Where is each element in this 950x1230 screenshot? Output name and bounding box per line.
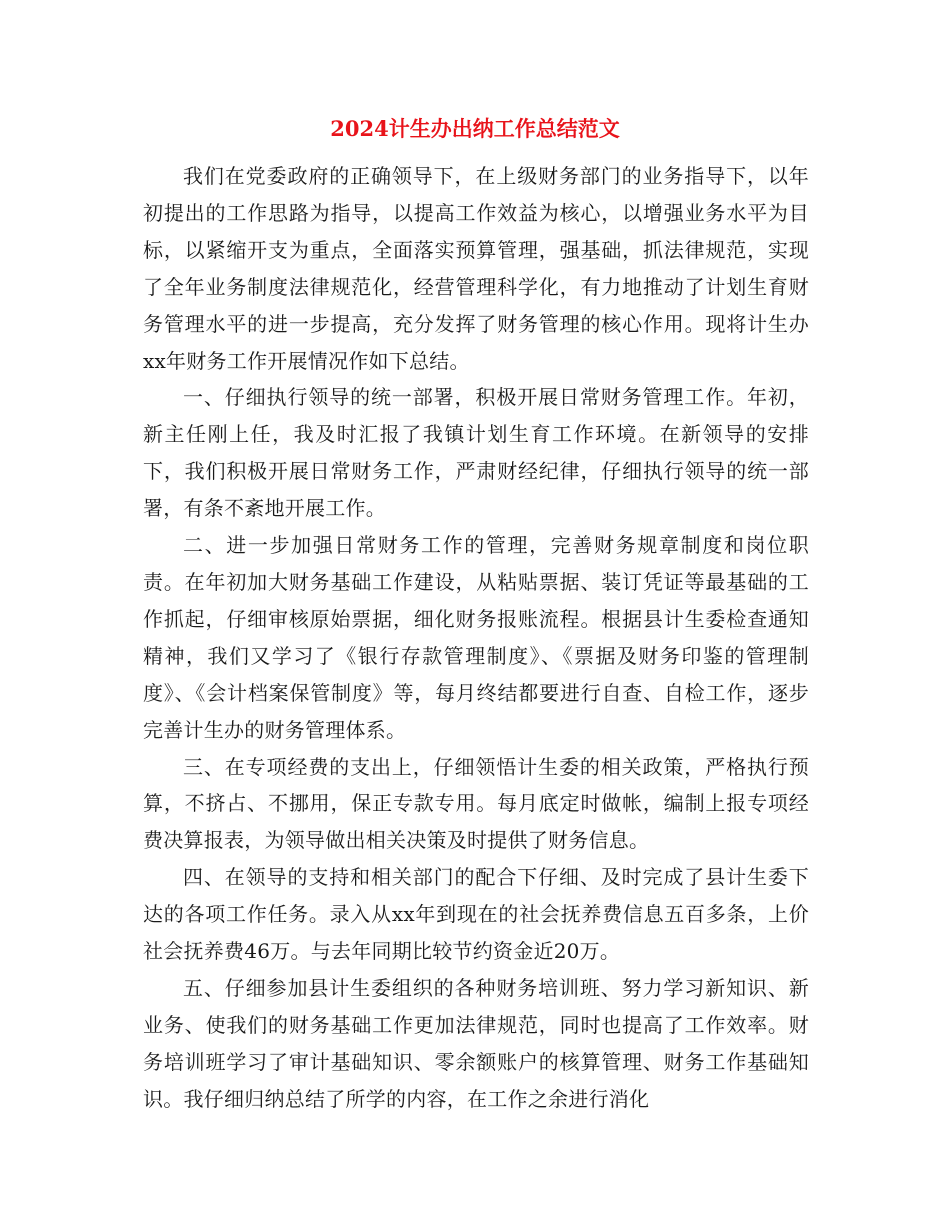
document-body — [143, 158, 809, 1118]
paragraph-section-3: 三、在专项经费的支出上，仔细领悟计生委的相关政策，严格执行预算，不挤占、不挪用，保正专款专用。每月底定时做帐，编制上报专项经费决算报表，为领导做出相关决策及时提供了财务信息。 — [143, 754, 809, 853]
paragraph-section-5: 五、仔细参加县计生委组织的各种财务培训班、努力学习新知识、新业务、使我们的财务基础工作更加法律规范，同时也提高了工作效率。财务培训班学习了审计基础知识、零余额账户的核算管理、财务工作基础知识。我仔细归纳总结了所学的内容，在工作之余进行消化 — [143, 975, 809, 1111]
document-title: 2024计生办出纳工作总结范文 — [330, 116, 620, 141]
paragraph-section-2: 二、进一步加强日常财务工作的管理，完善财务规章制度和岗位职责。在年初加大财务基础工作建设，从粘贴票据、装订凭证等最基础的工作抓起，仔细审核原始票据，细化财务报账流程。根据县计生委检查通知精神，我们又学习了《银行存款管理制度》、《票据及财务印鉴的管理制度》、《会计档案保管制度》等，每月终结都要进行自查、自检工作，逐步完善计生办的财务管理体系。 — [143, 533, 809, 742]
paragraph-intro: 我们在党委政府的正确领导下，在上级财务部门的业务指导下，以年初提出的工作思路为指导，以提高工作效益为核心，以增强业务水平为目标，以紧缩开支为重点，全面落实预算管理，强基础，抓法律规范，实现了全年业务制度法律规范化，经营管理科学化，有力地推动了计划生育财务管理水平的进一步提高，充分发挥了财务管理的核心作用。现将计生办xx年财务工作开展情况作如下总结。 — [143, 164, 809, 373]
paragraph-section-4: 四、在领导的支持和相关部门的配合下仔细、及时完成了县计生委下达的各项工作任务。录入从xx年到现在的社会抚养费信息五百多条，上价社会抚养费46万。与去年同期比较节约资金近20万。 — [143, 865, 809, 964]
paragraph-section-1: 一、仔细执行领导的统一部署，积极开展日常财务管理工作。年初，新主任刚上任，我及时汇报了我镇计划生育工作环境。在新领导的安排下，我们积极开展日常财务工作，严肃财经纪律，仔细执行领导的统一部署，有条不紊地开展工作。 — [143, 385, 809, 521]
